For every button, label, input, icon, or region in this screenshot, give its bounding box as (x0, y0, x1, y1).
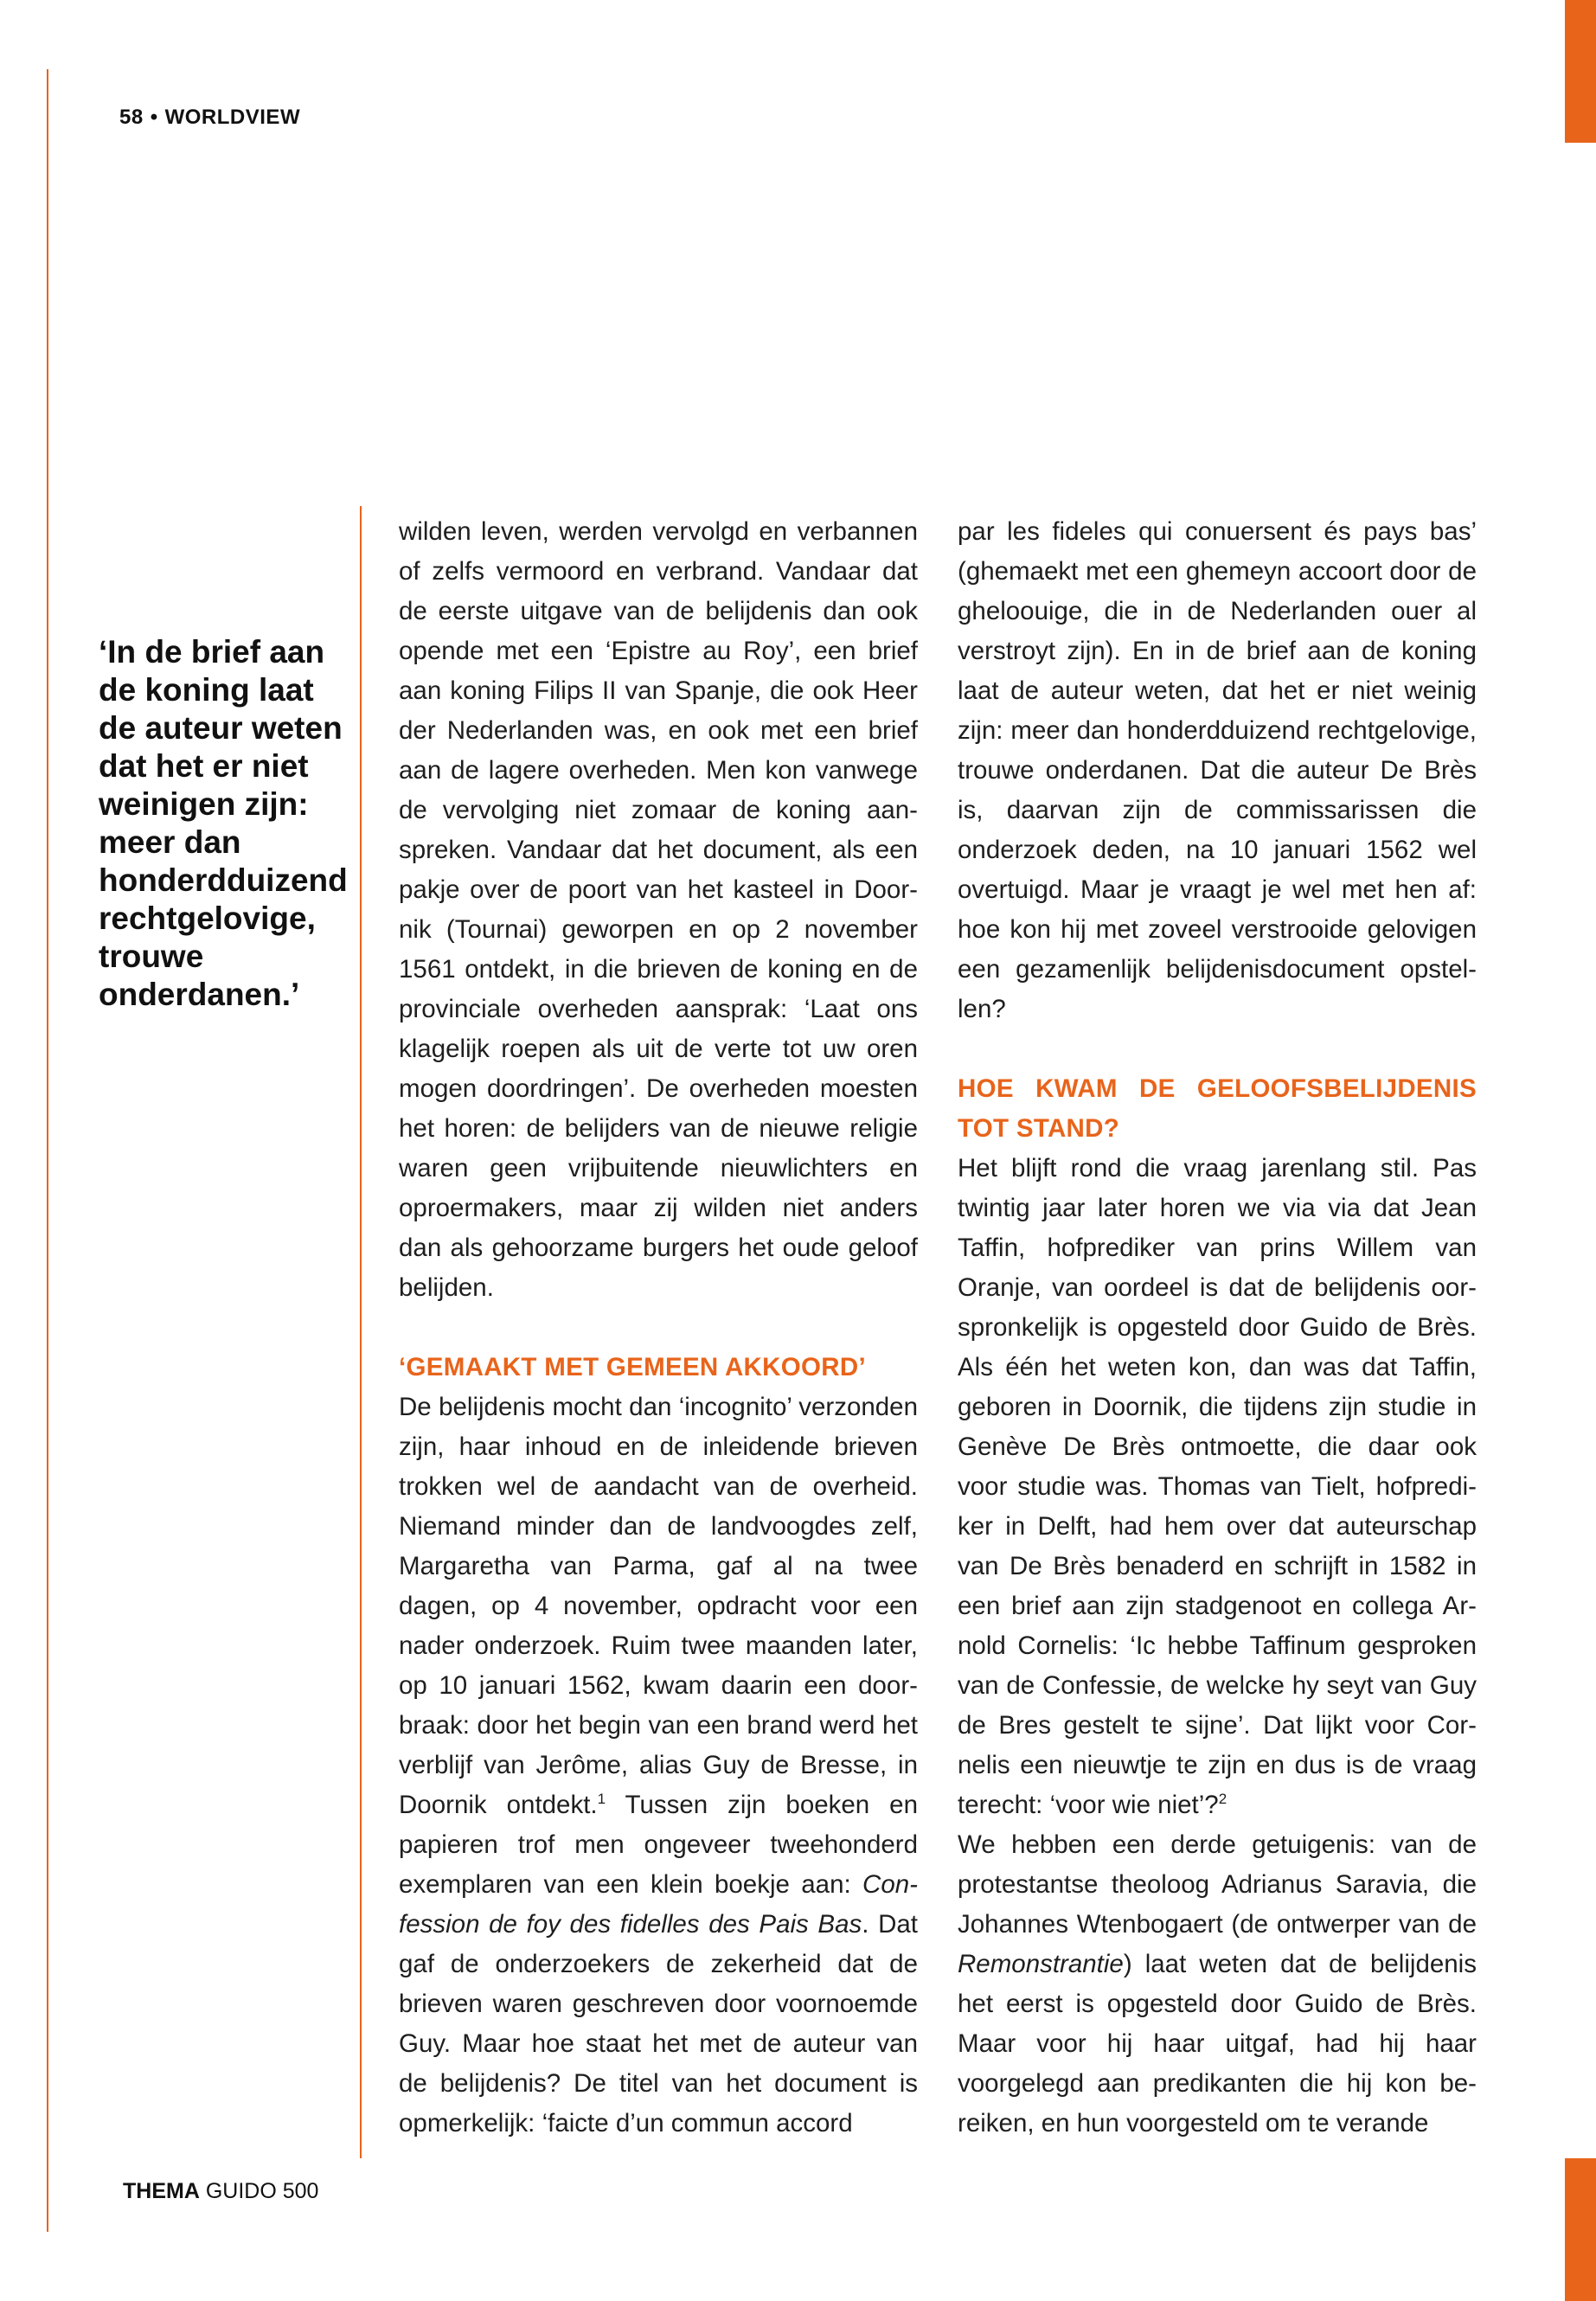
footer-brand-name: THEMA (123, 2179, 200, 2203)
footer-issue: GUIDO 500 (199, 2179, 319, 2203)
section-heading: HOE KWAM DE GELOOFSBELIJDENIS TOT STAND? (958, 1074, 1477, 1143)
pull-quote: ‘In de brief aan de koning laat de auteur weten dat het er niet weinigen zijn: meer dan honderdduizend rechtgelovige, trouwe onderdanen.’ (99, 634, 348, 1012)
left-margin-rule (47, 69, 48, 2232)
paragraph: We hebben een derde getuigenis: van de protestantse theoloog Adrianus Saravia, die Johannes Wtenbogaert (de ontwerper van de Remonstrantie) laat weten dat de belijdenis het eerst is opgesteld door Guido de Brès. Maar voor hij haar uitgaf, had hij haar voorgelegd aan predikanten die hij kon bereiken, en hun voorgesteld om te verande (958, 1830, 1477, 2138)
text-column-2 (958, 512, 1477, 2144)
section-heading: ‘GEMAAKT MET GEMEEN AKKOORD’ (399, 1353, 866, 1381)
paragraph: par les fideles qui conuersent és pays bas’ (ghemaekt met een ghemeyn accoort door de gheloouige, die in de Nederlanden ouer al verstroyt zijn). En in de brief aan de koning laat de auteur weten, dat het er niet weinig zijn: meer dan honderdduizend rechtgelovige, trouwe onderdanen. Dat die auteur De Brès is, daarvan zijn de commissarissen die onderzoek deden, na 10 januari 1562 wel overtuigd. Maar je vraagt je wel met hen af: hoe kon hij met zoveel verstrooide gelovigen een gezamenlijk belijdenisdocument opstellen? (958, 517, 1477, 1023)
paragraph: Het blijft rond die vraag jarenlang stil. Pas twintig jaar later horen we via via dat Jean Taffin, hofprediker van prins Willem van Oranje, van oordeel is dat de belijdenis oorspronkelijk is opgesteld door Guido de Brès. Als één het weten kon, dan was dat Taffin, geboren in Doornik, die tijdens zijn studie in Genève De Brès ontmoette, die daar ook voor studie was. Thomas van Tielt, hofprediker in Delft, had hem over dat auteurschap van De Brès benaderd en schrijft in 1582 in een brief aan zijn stadgenoot en collega Arnold Cornelis: ‘Ic hebbe Taffinum gesproken van de Confessie, de welcke hy seyt van Guy de Bres gestelt te sijne’. Dat lijkt voor Cornelis een nieuwtje te zijn en dus is de vraag terecht: ‘voor wie niet’?$^2$ (958, 1154, 1477, 1819)
header-separator: • (150, 106, 158, 129)
orange-tab-top (1565, 0, 1596, 143)
paragraph: wilden leven, werden vervolgd en verbannen of zelfs vermoord en verbrand. Vandaar dat de eerste uitgave van de belijdenis dan ook opende met een ‘Epistre au Roy’, een brief aan koning Filips II van Spanje, die ook Heer der Nederlanden was, en ook met een brief aan de lagere overheden. Men kon vanwege de vervolging niet zomaar de koning aanspreken. Vandaar dat het document, als een pakje over de poort van het kasteel in Doornik (Tournai) geworpen en op 2 november 1561 ontdekt, in die brieven de koning en de provinciale overheden aansprak: ‘Laat ons klagelijk roepen als uit de verte tot uw oren mogen doordringen’. De overheden moesten het horen: de belijders van de nieuwe religie waren geen vrijbuitende nieuwlichters en oproermakers, maar zij wilden niet anders dan als gehoorzame burgers het oude geloof belijden. (399, 517, 918, 1302)
quote-divider-rule (360, 506, 362, 2158)
section-title: WORLDVIEW (164, 106, 301, 129)
footer-brand (123, 2179, 318, 2204)
orange-tab-bottom (1565, 2158, 1596, 2301)
running-header (119, 106, 300, 130)
footnote-marker: 2 (1218, 1791, 1227, 1808)
footnote-marker: 1 (597, 1791, 606, 1808)
paragraph: De belijdenis mocht dan ‘incognito’ verzonden zijn, haar inhoud en de inleidende brieven trokken wel de aandacht van de overheid. Niemand minder dan de landvoogdes zelf, Margaretha van Parma, gaf al na twee dagen, op 4 november, opdracht voor een nader onderzoek. Ruim twee maanden later, op 10 januari 1562, kwam daarin een doorbraak: door het begin van een brand werd het verblijf van Jerôme, alias Guy de Bresse, in Doornik ontdekt.$^1$ Tussen zijn boeken en papieren trof men ongeveer tweehonderd exemplaren van een klein boekje aan: Confession de foy des fidelles des Pais Bas. Dat gaf de onderzoekers de zekerheid dat de brieven waren geschreven door voornoemde Guy. Maar hoe staat het met de auteur van de belijdenis? De titel van het document is opmerkelijk: ‘faicte d’un commun accord (399, 1393, 918, 2138)
text-column-1 (399, 512, 918, 2144)
page-number: 58 (119, 106, 144, 129)
